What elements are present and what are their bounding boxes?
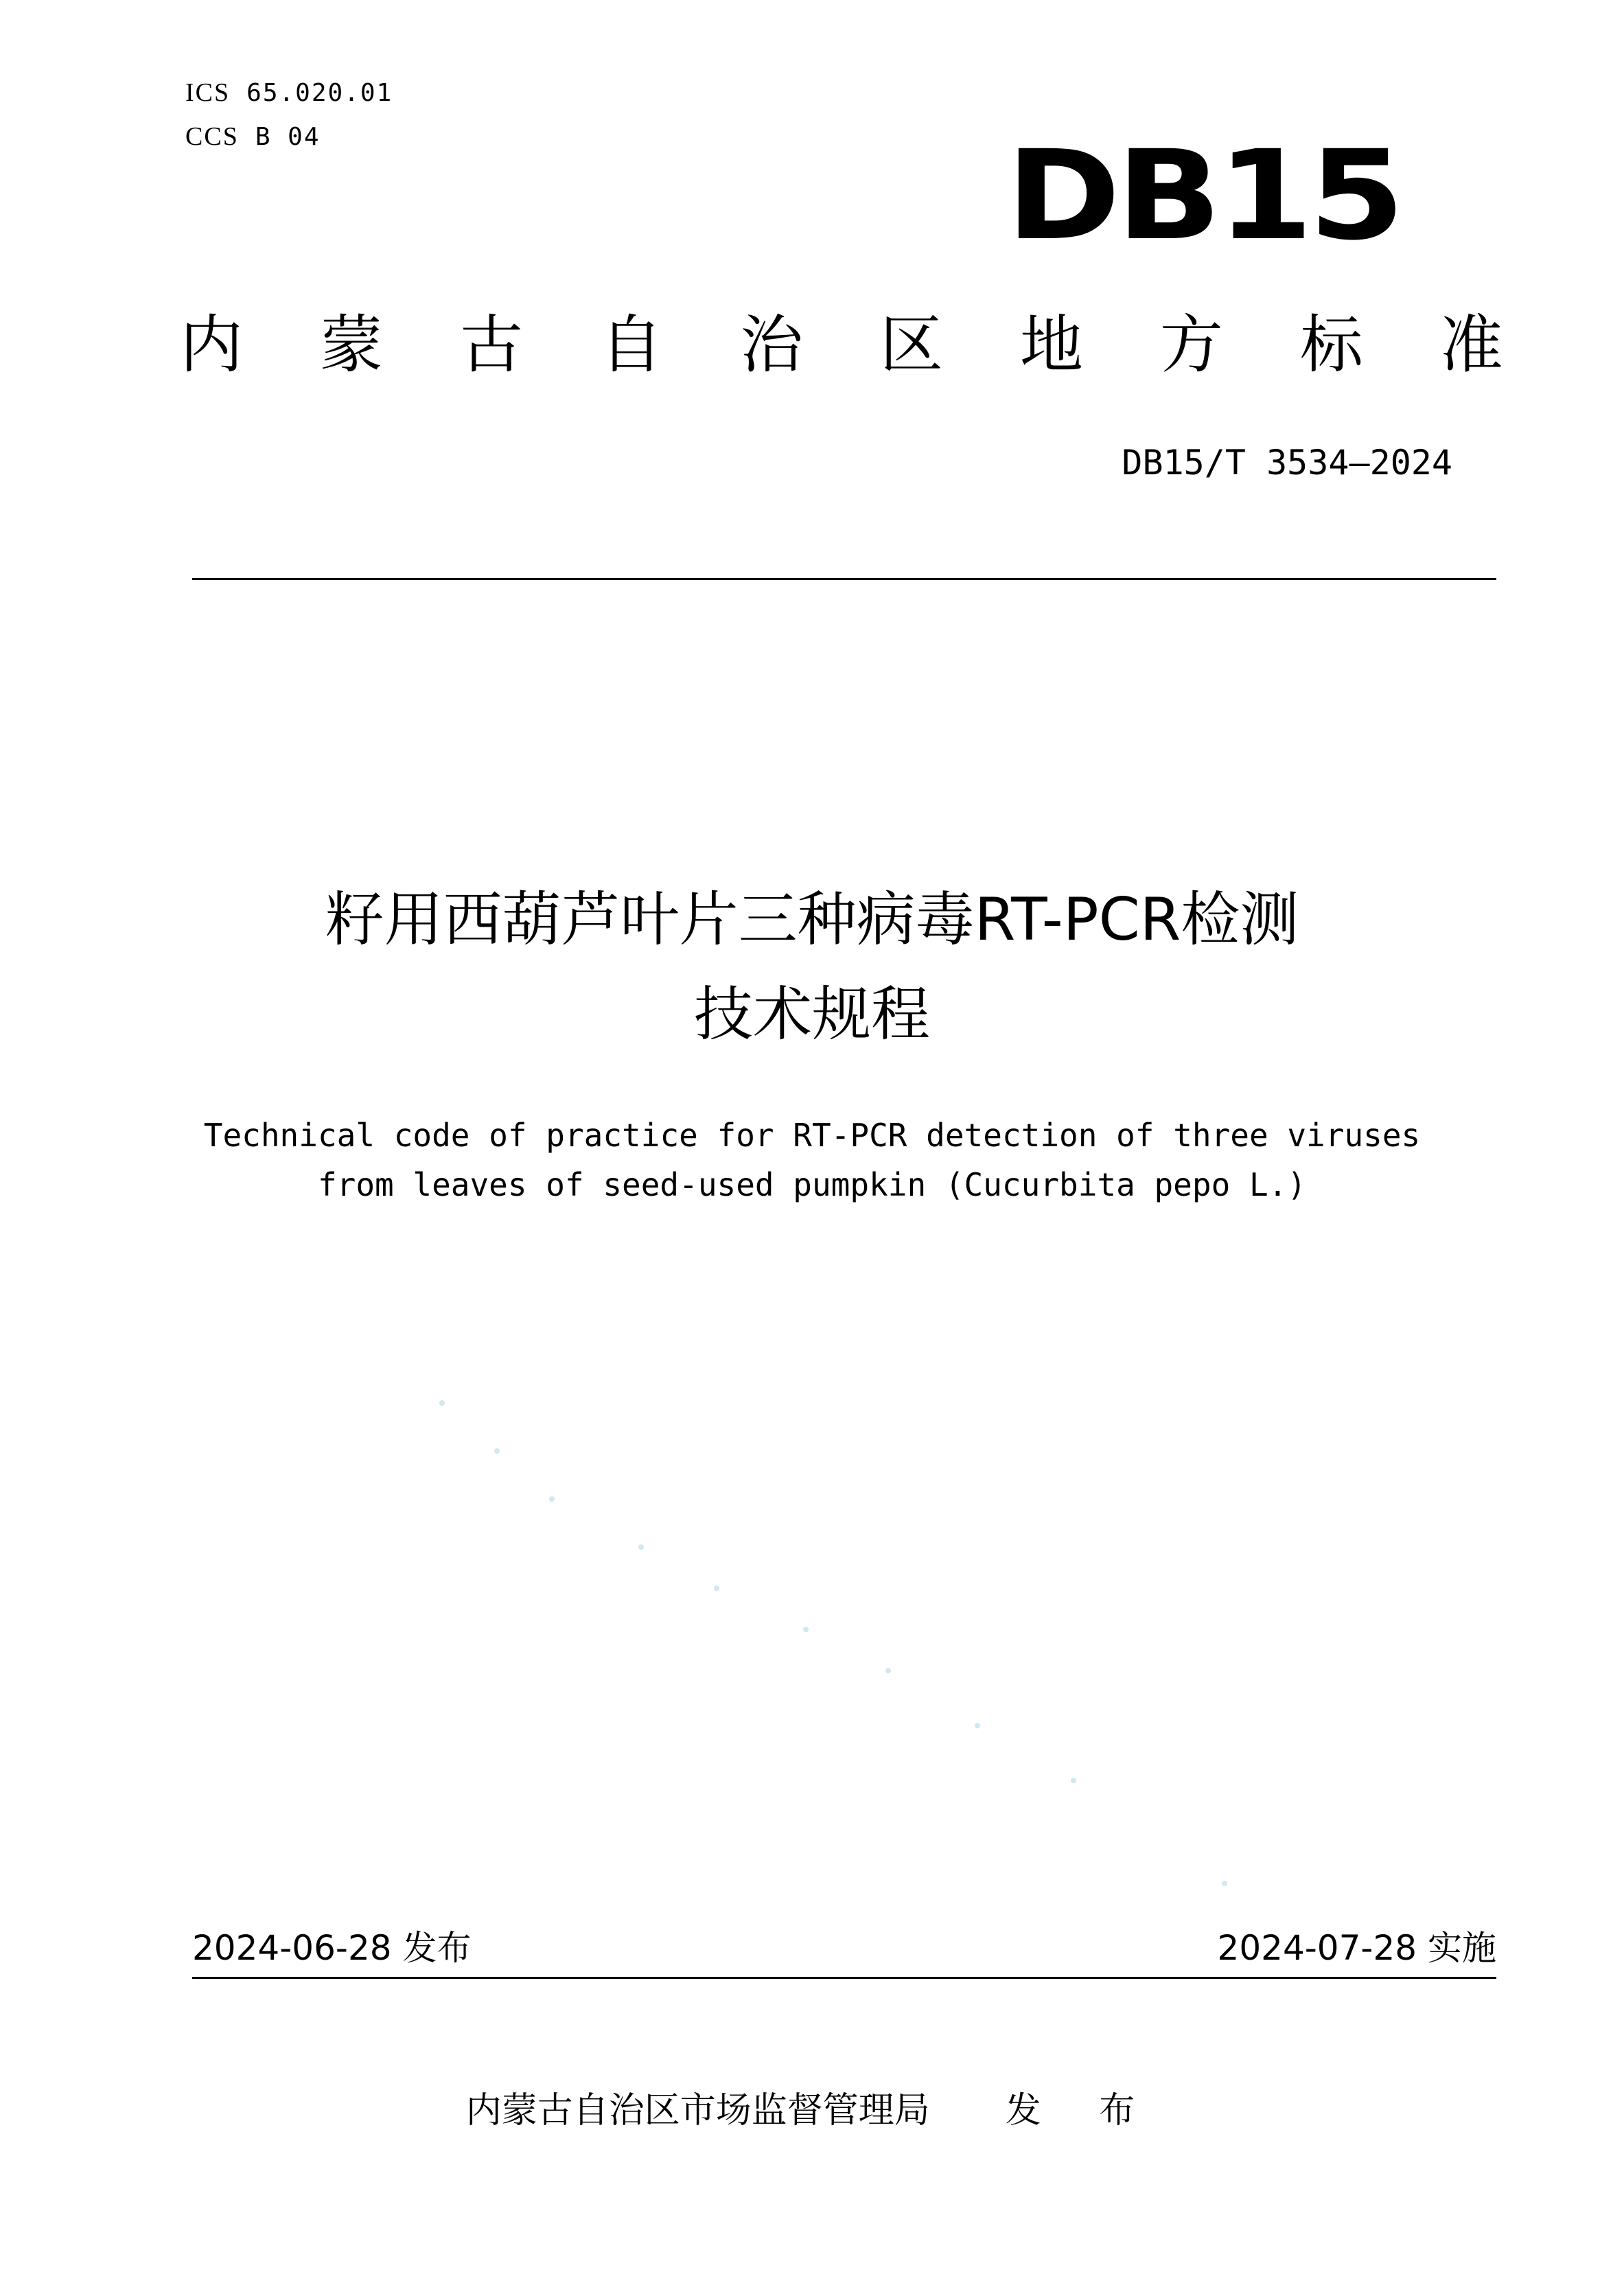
watermark-dot <box>885 1668 891 1673</box>
standard-number: DB15/T 3534—2024 <box>1122 443 1452 483</box>
org-title-char: 内 <box>180 308 244 382</box>
watermark-dot <box>494 1448 500 1454</box>
publish-action: 发 布 <box>1005 2090 1159 2131</box>
organization-title <box>180 308 1503 383</box>
issue-date: 2024-06-28 发布 <box>192 1928 472 1968</box>
title-cn-line1: 籽用西葫芦叶片三种病毒RT-PCR检测 <box>325 885 1299 954</box>
title-en-line2: from leaves of seed-used pumpkin (Cucurbita pepo L.) <box>317 1166 1307 1203</box>
ics-code: 65.020.01 <box>246 79 393 107</box>
db15-logo: DB15 <box>1006 124 1400 268</box>
title-en-line1: Technical code of practice for RT-PCR detection of three viruses <box>203 1117 1421 1154</box>
org-title-char: 区 <box>879 308 943 382</box>
org-title-char: 自 <box>599 308 663 382</box>
watermark-dot <box>975 1723 980 1728</box>
org-title-char: 治 <box>739 308 803 382</box>
publisher-line <box>0 2087 1624 2135</box>
ics-label: ICS <box>185 78 231 107</box>
ccs-code: B 04 <box>255 123 321 151</box>
org-title-char: 古 <box>459 308 523 382</box>
org-title-char: 地 <box>1019 308 1083 382</box>
header-divider <box>192 578 1496 580</box>
watermark-dot <box>1071 1778 1076 1783</box>
watermark-dot <box>549 1496 555 1502</box>
watermark-dot <box>803 1627 809 1632</box>
watermark-dot <box>1222 1881 1227 1886</box>
title-cn-line2: 技术规程 <box>694 980 930 1049</box>
watermark-dot <box>638 1544 644 1550</box>
ccs-classification <box>185 121 321 153</box>
org-title-char: 标 <box>1299 308 1363 382</box>
footer-divider <box>192 1977 1496 1979</box>
implementation-date: 2024-07-28 实施 <box>1217 1928 1496 1968</box>
watermark-dot <box>439 1400 445 1406</box>
org-title-char: 蒙 <box>319 308 383 382</box>
publisher-name: 内蒙古自治区市场监督管理局 <box>465 2090 930 2131</box>
org-title-char: 准 <box>1439 308 1503 382</box>
org-title-char: 方 <box>1159 308 1223 382</box>
ics-classification <box>185 77 393 109</box>
watermark-dot <box>714 1586 719 1591</box>
ccs-label: CCS <box>185 122 239 151</box>
